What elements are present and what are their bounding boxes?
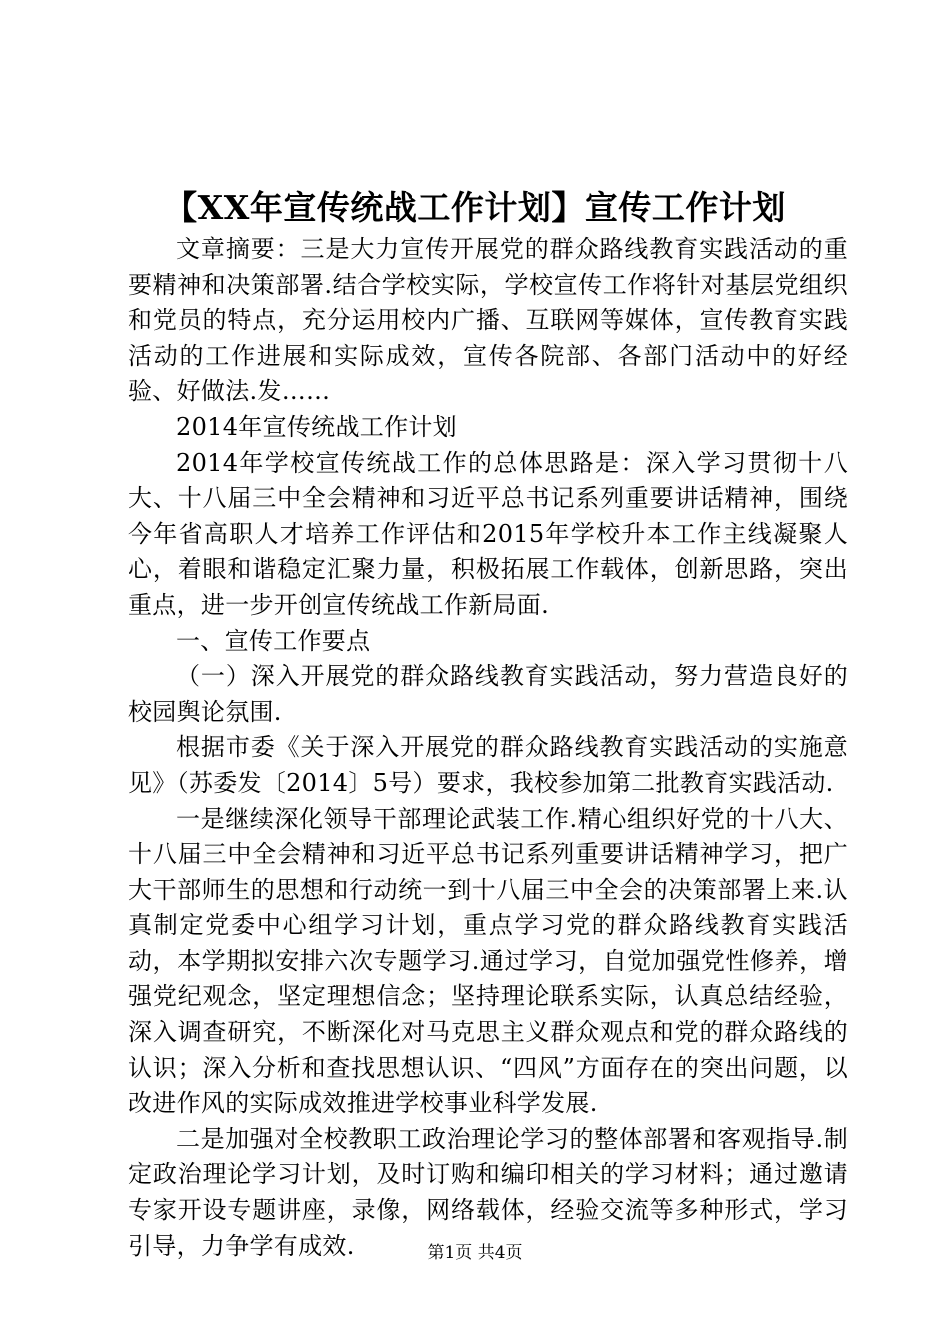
- overall-approach-paragraph: 2014年学校宣传统战工作的总体思路是：深入学习贯彻十八大、十八届三中全会精神和习近平总书记系列重要讲话精神，围绕今年省高职人才培养工作评估和2015年学校升本工作主线凝聚人心，着眼和谐稳定汇聚力量，积极拓展工作载体，创新思路，突出重点，进一步开创宣传统战工作新局面.: [128, 448, 848, 619]
- subsection-heading: （一）深入开展党的群众路线教育实践活动，努力营造良好的校园舆论氛围.: [128, 662, 848, 726]
- page-number-footer: 第1页 共4页: [427, 1243, 523, 1263]
- section-heading: 一、宣传工作要点: [176, 626, 371, 655]
- abstract-paragraph: 文章摘要：三是大力宣传开展党的群众路线教育实践活动的重要精神和决策部署.结合学校实际，学校宣传工作将针对基层党组织和党员的特点，充分运用校内广播、互联网等媒体，宣传教育实践活动的工作进展和实际成效，宣传各院部、各部门活动中的好经验、好做法.发……: [128, 235, 848, 406]
- body-paragraph: 一是继续深化领导干部理论武装工作.精心组织好党的十八大、十八届三中全会精神和习近平总书记系列重要讲话精神学习，把广大干部师生的思想和行动统一到十八届三中全会的决策部署上来.认真制定党委中心组学习计划，重点学习党的群众路线教育实践活动，本学期拟安排六次专题学习.通过学习，自觉加强党性修养，增强党纪观念，坚定理想信念；坚持理论联系实际，认真总结经验，深入调查研究，不断深化对马克思主义群众观点和党的群众路线的认识；深入分析和查找思想认识、“四风”方面存在的突出问题，以改进作风的实际成效推进学校事业科学发展.: [128, 804, 848, 1118]
- document-title: 【XX年宣传统战工作计划】宣传工作计划: [164, 188, 786, 227]
- body-paragraph: 二是加强对全校教职工政治理论学习的整体部署和客观指导.制定政治理论学习计划，及时订购和编印相关的学习材料；通过邀请专家开设专题讲座，录像，网络载体，经验交流等多种形式，学习引导，力争学有成效.: [128, 1124, 848, 1260]
- document-body: [128, 232, 848, 1264]
- plan-heading: 2014年宣传统战工作计划: [176, 412, 457, 441]
- body-paragraph: 根据市委《关于深入开展党的群众路线教育实践活动的实施意见》（苏委发〔2014〕5号）要求，我校参加第二批教育实践活动.: [128, 733, 848, 797]
